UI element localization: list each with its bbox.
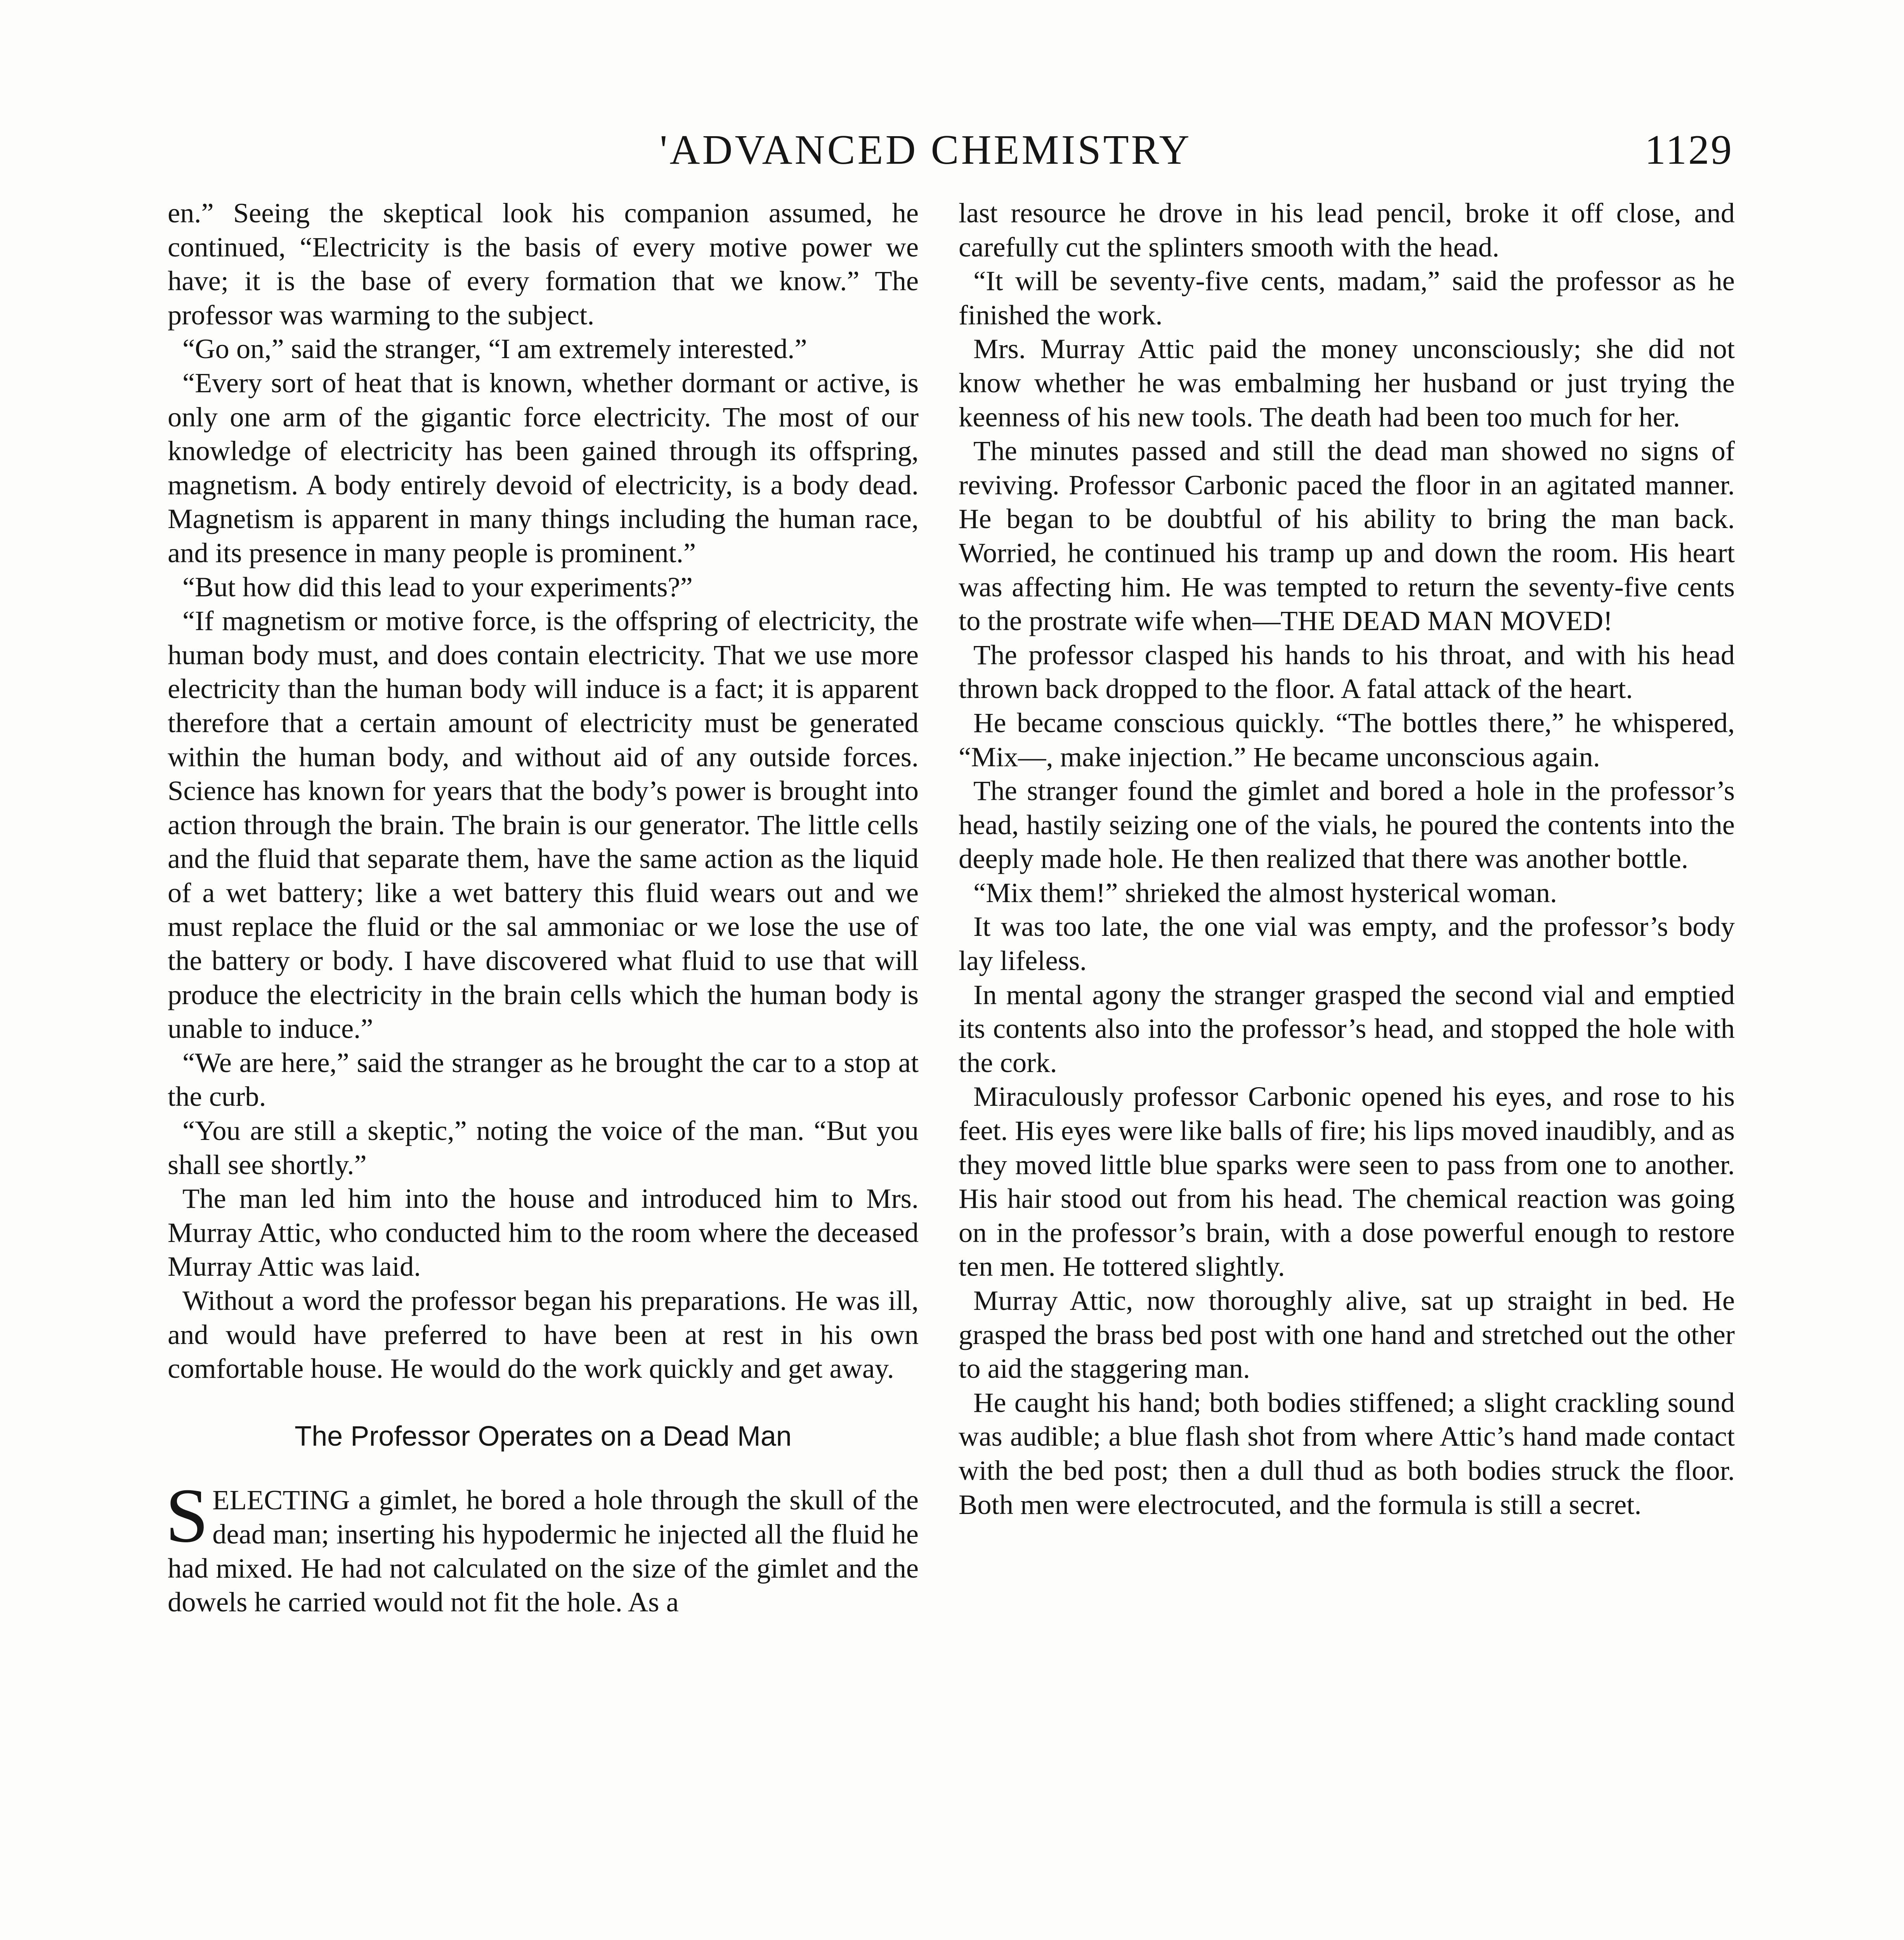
paragraph: The man led him into the house and introduced him to Mrs. Murray Attic, who conducted him to the room where the deceased Murray Attic was laid. bbox=[168, 1183, 919, 1282]
paragraph: “Go on,” said the stranger, “I am extremely interested.” bbox=[182, 333, 807, 365]
paragraph: “You are still a skeptic,” noting the voice of the man. “But you shall see shortly.” bbox=[168, 1115, 919, 1180]
drop-cap: S bbox=[165, 1473, 209, 1559]
paragraph: “If magnetism or motive force, is the offspring of electricity, the human body must, and does contain electricity. That we use more electricity than the human body will induce is a fact; it is apparent therefore that a certain amount of electricity must be generated within the human body, and without aid of any outside forces. Science has known for years that the body’s power is brought into action through the brain. The brain is our generator. The little cells and the fluid that separate them, have the same action as the liquid of a wet battery; like a wet battery this fluid wears out and we must replace the fluid or the sal ammoniac or we lose the use of the battery or body. I have discovered what fluid to use that will produce the electricity in the brain cells which the human body is unable to induce.” bbox=[168, 605, 919, 1044]
paragraph: Mrs. Murray Attic paid the money unconsciously; she did not know whether he was embalming her husband or just trying the keenness of his new tools. The death had been too much for her. bbox=[959, 333, 1735, 433]
running-title: 'ADVANCED CHEMISTRY bbox=[660, 127, 1192, 173]
paragraph: “Every sort of heat that is known, whether dormant or active, is only one arm of the gigantic force electricity. The most of our knowledge of electricity has been gained through its offspring, magnetism. A body entirely devoid of electricity, is a body dead. Magnetism is apparent in many things including the human race, and its presence in many people is prominent.” bbox=[168, 367, 919, 568]
paragraph: Murray Attic, now thoroughly alive, sat up straight in bed. He grasped the brass bed post with one hand and stretched out the other to aid the staggering man. bbox=[959, 1285, 1735, 1384]
paragraph: “But how did this lead to your experiments?” bbox=[182, 571, 693, 603]
paragraph: Without a word the professor began his preparations. He was ill, and would have preferred to have been at rest in his own comfortable house. He would do the work quickly and get away. bbox=[168, 1285, 919, 1384]
paragraph: The stranger found the gimlet and bored a hole in the professor’s head, hastily seizing one of the vials, he poured the contents into the deeply made hole. He then realized that there was another bottle. bbox=[959, 775, 1735, 875]
paragraph: last resource he drove in his lead pencil, broke it off close, and carefully cut the splinters smooth with the head. bbox=[959, 197, 1735, 263]
paragraph: It was too late, the one vial was empty, and the professor’s body lay lifeless. bbox=[959, 911, 1735, 977]
section-opening-text: ELECTING a gimlet, he bored a hole through the skull of the dead man; inserting his hypodermic he injected all the fluid he had mixed. He had not calculated on the size of the gimlet and the dowels he carried would not fit the hole. As a bbox=[168, 1484, 919, 1618]
paragraph: “We are here,” said the stranger as he brought the car to a stop at the curb. bbox=[168, 1046, 919, 1112]
paragraph: The minutes passed and still the dead man showed no signs of reviving. Professor Carbonic paced the floor in an agitated manner. He began to be doubtful of his ability to bring the man back. Worried, he continued his tramp up and down the room. His heart was affecting him. He was tempted to return the seventy-five cents to the prostrate wife when—THE DEAD MAN MOVED! bbox=[959, 435, 1735, 637]
page-header bbox=[0, 126, 1904, 192]
page-number: 1129 bbox=[1645, 127, 1733, 173]
paragraph: “Mix them!” shrieked the almost hysterical woman. bbox=[973, 876, 1557, 908]
paragraph: He caught his hand; both bodies stiffened; a slight crackling sound was audible; a blue flash shot from where Attic’s hand made contact with the bed post; then a dull thud as both bodies struck the floor. Both men were electrocuted, and the formula is still a secret. bbox=[959, 1386, 1735, 1520]
paragraph: He became conscious quickly. “The bottles there,” he whispered, “Mix—, make injection.” He became unconscious again. bbox=[959, 707, 1735, 773]
right-column bbox=[959, 196, 1735, 1521]
paragraph: The professor clasped his hands to his throat, and with his head thrown back dropped to the floor. A fatal attack of the heart. bbox=[959, 639, 1735, 705]
paragraph: en.” Seeing the skeptical look his companion assumed, he continued, “Electricity is the basis of every motive power we have; it is the base of every formation that we know.” The professor was warming to the subject. bbox=[168, 197, 919, 331]
paragraph: In mental agony the stranger grasped the second vial and emptied its contents also into the professor’s head, and stopped the hole with the cork. bbox=[959, 979, 1735, 1078]
paragraph: “It will be seventy-five cents, madam,” said the professor as he finished the work. bbox=[959, 265, 1735, 331]
left-column bbox=[165, 196, 919, 1619]
section-subheading: The Professor Operates on a Dead Man bbox=[295, 1420, 792, 1452]
section-opening-paragraph bbox=[165, 1473, 919, 1619]
paragraph: Miraculously professor Carbonic opened his eyes, and rose to his feet. His eyes were like balls of fire; his lips moved inaudibly, and as they moved little blue sparks were seen to pass from one to another. His hair stood out from his head. The chemical reaction was going on in the professor’s brain, with a dose powerful enough to restore ten men. He tottered slightly. bbox=[959, 1081, 1735, 1282]
